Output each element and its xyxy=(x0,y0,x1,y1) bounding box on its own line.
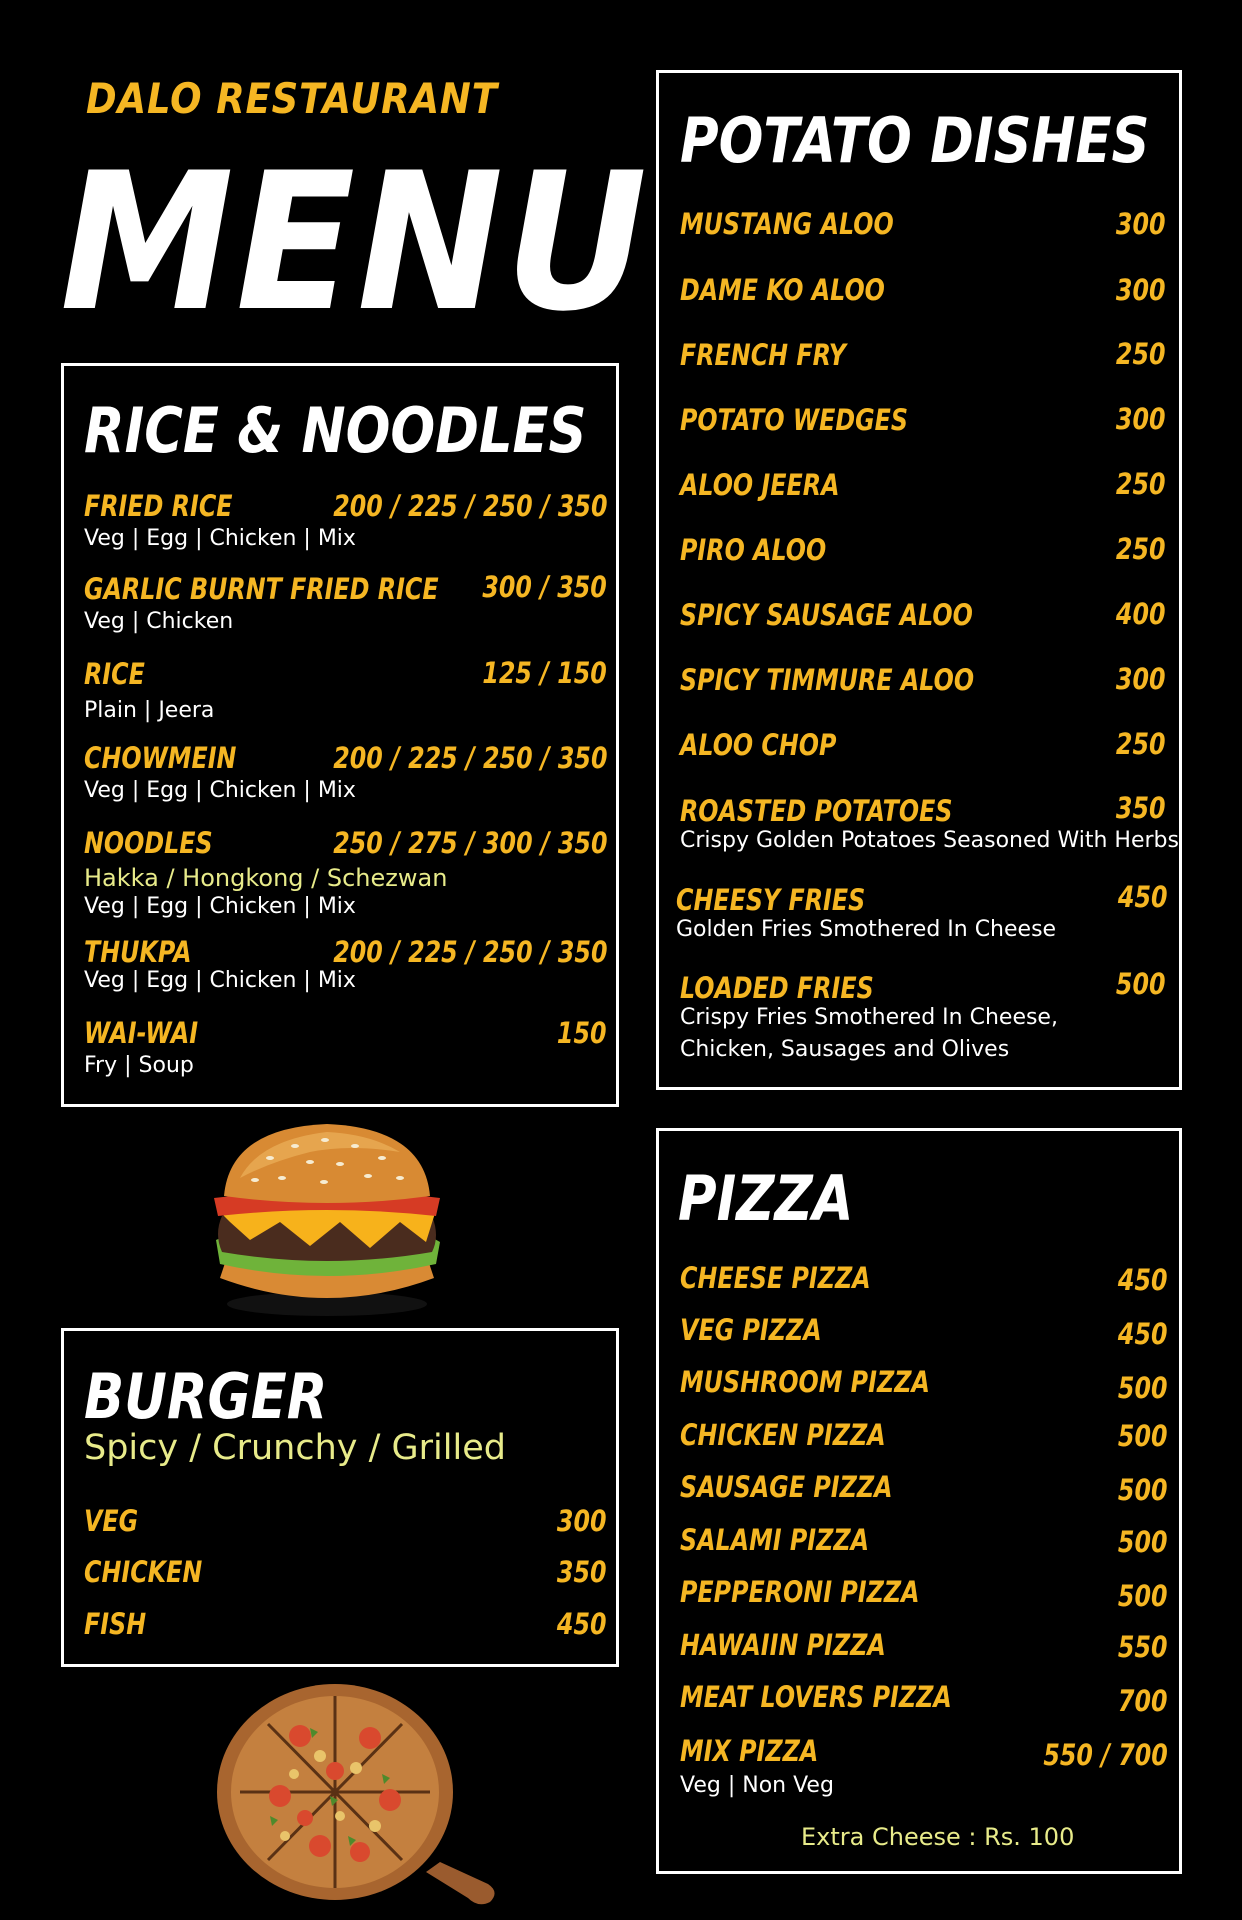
menu-item-name: GARLIC BURNT FRIED RICE xyxy=(84,572,439,606)
menu-item-name: MUSTANG ALOO xyxy=(680,207,894,241)
menu-title: MENU xyxy=(60,132,649,353)
menu-item-desc: Crispy Fries Smothered In Cheese, Chicken, Sausages and Olives xyxy=(680,1005,1058,1062)
menu-item-name: VEG xyxy=(84,1504,139,1538)
pizza-image xyxy=(210,1676,500,1908)
menu-item-price: 550 / 700 xyxy=(1043,1738,1168,1772)
menu-item-name: SAUSAGE PIZZA xyxy=(680,1470,893,1504)
menu-item-price: 300 xyxy=(1116,273,1166,307)
rice-noodles-title: RICE & NOODLES xyxy=(84,394,587,467)
menu-item-price: 550 xyxy=(1118,1630,1168,1664)
menu-item-name: ALOO CHOP xyxy=(680,728,837,762)
menu-item-name: CHICKEN xyxy=(84,1555,203,1589)
menu-item-name: PIRO ALOO xyxy=(680,533,827,567)
menu-item-price: 500 xyxy=(1116,967,1166,1001)
menu-item-price: 350 xyxy=(557,1555,607,1589)
menu-item-price: 400 xyxy=(1116,597,1166,631)
menu-item-price: 250 / 275 / 300 / 350 xyxy=(332,826,607,860)
menu-item-name: MIX PIZZA xyxy=(680,1734,819,1768)
menu-item-desc: Crispy Golden Potatoes Seasoned With Herbs xyxy=(680,828,1179,853)
menu-item-name: MEAT LOVERS PIZZA xyxy=(680,1680,952,1714)
menu-item-price: 200 / 225 / 250 / 350 xyxy=(332,741,607,775)
menu-item-price: 300 / 350 xyxy=(482,570,607,604)
menu-item-desc: Fry | Soup xyxy=(84,1053,194,1078)
restaurant-name: DALO RESTAURANT xyxy=(86,74,498,123)
menu-item-price: 250 xyxy=(1116,727,1166,761)
menu-item-price: 300 xyxy=(1116,402,1166,436)
menu-item-name: SPICY TIMMURE ALOO xyxy=(680,663,975,697)
burger-subtitle: Spicy / Crunchy / Grilled xyxy=(84,1428,506,1468)
potato-dishes-title: POTATO DISHES xyxy=(680,104,1150,177)
menu-item-desc: Veg | Chicken xyxy=(84,609,234,634)
menu-item-price: 300 xyxy=(1116,207,1166,241)
menu-item-desc: Veg | Egg | Chicken | Mix xyxy=(84,778,356,803)
menu-item-desc: Veg | Egg | Chicken | Mix xyxy=(84,526,356,551)
menu-item-name: FRENCH FRY xyxy=(680,338,846,372)
menu-item-price: 500 xyxy=(1118,1473,1168,1507)
menu-item-price: 300 xyxy=(1116,662,1166,696)
pizza-title: PIZZA xyxy=(678,1162,854,1235)
menu-item-desc: Plain | Jeera xyxy=(84,698,215,723)
menu-item-price: 450 xyxy=(1118,880,1168,914)
menu-item-name: HAWAIIN PIZZA xyxy=(680,1628,886,1662)
menu-item-name: CHICKEN PIZZA xyxy=(680,1418,886,1452)
menu-item-name: FISH xyxy=(84,1607,147,1641)
extra-cheese-note: Extra Cheese : Rs. 100 xyxy=(801,1823,1075,1851)
menu-item-price: 300 xyxy=(557,1504,607,1538)
menu-item-price: 250 xyxy=(1116,337,1166,371)
menu-item-name: WAI-WAI xyxy=(84,1016,199,1050)
menu-item-price: 500 xyxy=(1118,1371,1168,1405)
menu-item-price: 700 xyxy=(1118,1684,1168,1718)
menu-item-name: VEG PIZZA xyxy=(680,1313,822,1347)
menu-item-price: 500 xyxy=(1118,1525,1168,1559)
menu-item-price: 450 xyxy=(557,1607,607,1641)
menu-item-variants: Hakka / Hongkong / Schezwan xyxy=(84,864,448,892)
menu-item-price: 450 xyxy=(1118,1317,1168,1351)
menu-item-desc: Veg | Non Veg xyxy=(680,1773,834,1798)
menu-item-name: LOADED FRIES xyxy=(680,971,874,1005)
menu-item-name: NOODLES xyxy=(84,826,213,860)
menu-item-name: CHOWMEIN xyxy=(84,741,237,775)
burger-title: BURGER xyxy=(84,1360,328,1433)
menu-item-name: PEPPERONI PIZZA xyxy=(680,1575,920,1609)
menu-item-name: POTATO WEDGES xyxy=(680,403,908,437)
burger-image xyxy=(200,1118,454,1318)
menu-item-name: DAME KO ALOO xyxy=(680,273,885,307)
menu-item-name: MUSHROOM PIZZA xyxy=(680,1365,930,1399)
menu-item-price: 200 / 225 / 250 / 350 xyxy=(332,935,607,969)
menu-item-name: SALAMI PIZZA xyxy=(680,1523,870,1557)
menu-item-price: 250 xyxy=(1116,532,1166,566)
menu-item-price: 250 xyxy=(1116,467,1166,501)
menu-item-name: ROASTED POTATOES xyxy=(680,794,953,828)
rice-noodles-panel xyxy=(61,363,619,1107)
menu-item-price: 125 / 150 xyxy=(482,656,607,690)
menu-item-name: CHEESE PIZZA xyxy=(680,1261,871,1295)
menu-item-price: 500 xyxy=(1118,1419,1168,1453)
menu-item-name: CHEESY FRIES xyxy=(676,883,866,917)
menu-item-price: 350 xyxy=(1116,791,1166,825)
menu-item-price: 150 xyxy=(557,1016,607,1050)
menu-item-name: ALOO JEERA xyxy=(680,468,840,502)
menu-item-name: SPICY SAUSAGE ALOO xyxy=(680,598,973,632)
menu-item-name: THUKPA xyxy=(84,935,192,969)
menu-item-desc: Veg | Egg | Chicken | Mix xyxy=(84,968,356,993)
menu-item-name: FRIED RICE xyxy=(84,489,233,523)
menu-item-desc: Golden Fries Smothered In Cheese xyxy=(676,917,1057,942)
menu-item-name: RICE xyxy=(84,657,145,691)
menu-item-price: 500 xyxy=(1118,1579,1168,1613)
menu-item-price: 450 xyxy=(1118,1263,1168,1297)
menu-item-desc: Veg | Egg | Chicken | Mix xyxy=(84,894,356,919)
menu-item-price: 200 / 225 / 250 / 350 xyxy=(332,489,607,523)
